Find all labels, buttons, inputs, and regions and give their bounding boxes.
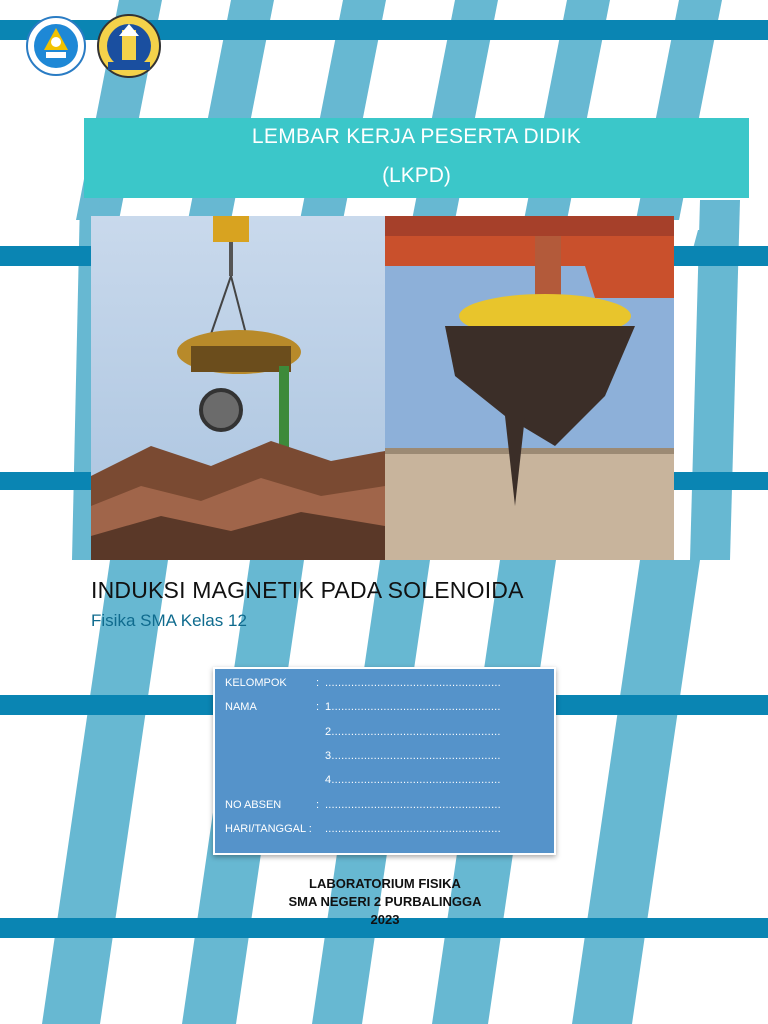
nama-field-4[interactable]: 4.................................................... bbox=[325, 774, 501, 786]
nama-field-1[interactable]: 1.................................................... bbox=[325, 701, 501, 713]
nama-label: NAMA bbox=[225, 701, 257, 713]
footer-year: 2023 bbox=[370, 912, 400, 927]
footer-lab: LABORATORIUM FISIKA bbox=[309, 876, 461, 891]
kelompok-colon: : bbox=[316, 677, 320, 689]
nama-field-3[interactable]: 3.................................................... bbox=[325, 750, 501, 762]
nama-field-2[interactable]: 2.................................................... bbox=[325, 726, 501, 738]
hari-tanggal-field[interactable]: ...................................................... bbox=[325, 823, 501, 835]
tut-wuri-handayani-logo bbox=[24, 16, 88, 76]
document-subtitle: Fisika SMA Kelas 12 bbox=[91, 611, 247, 630]
kelompok-label: KELOMPOK bbox=[225, 677, 287, 689]
photo-electromagnet-scrapyard bbox=[91, 216, 385, 560]
no-absen-field[interactable]: ...................................................... bbox=[325, 799, 501, 811]
hari-tanggal-label: HARI/TANGGAL : bbox=[225, 823, 312, 835]
kelompok-field[interactable]: ...................................................... bbox=[325, 677, 501, 689]
title-line-2: (LKPD) bbox=[382, 164, 451, 187]
footer-school: SMA NEGERI 2 PURBALINGGA bbox=[288, 894, 482, 909]
document-title: INDUKSI MAGNETIK PADA SOLENOIDA bbox=[91, 577, 524, 603]
photo-electromagnet-lifting bbox=[385, 216, 674, 560]
no-absen-colon: : bbox=[316, 799, 320, 811]
title-band bbox=[84, 118, 749, 198]
sekolah-menengah-atas-purbalingga-logo bbox=[94, 14, 164, 78]
no-absen-label: NO ABSEN bbox=[225, 799, 282, 811]
title-line-1: LEMBAR KERJA PESERTA DIDIK bbox=[251, 125, 582, 148]
nama-colon: : bbox=[316, 701, 320, 713]
identity-form bbox=[213, 667, 556, 855]
